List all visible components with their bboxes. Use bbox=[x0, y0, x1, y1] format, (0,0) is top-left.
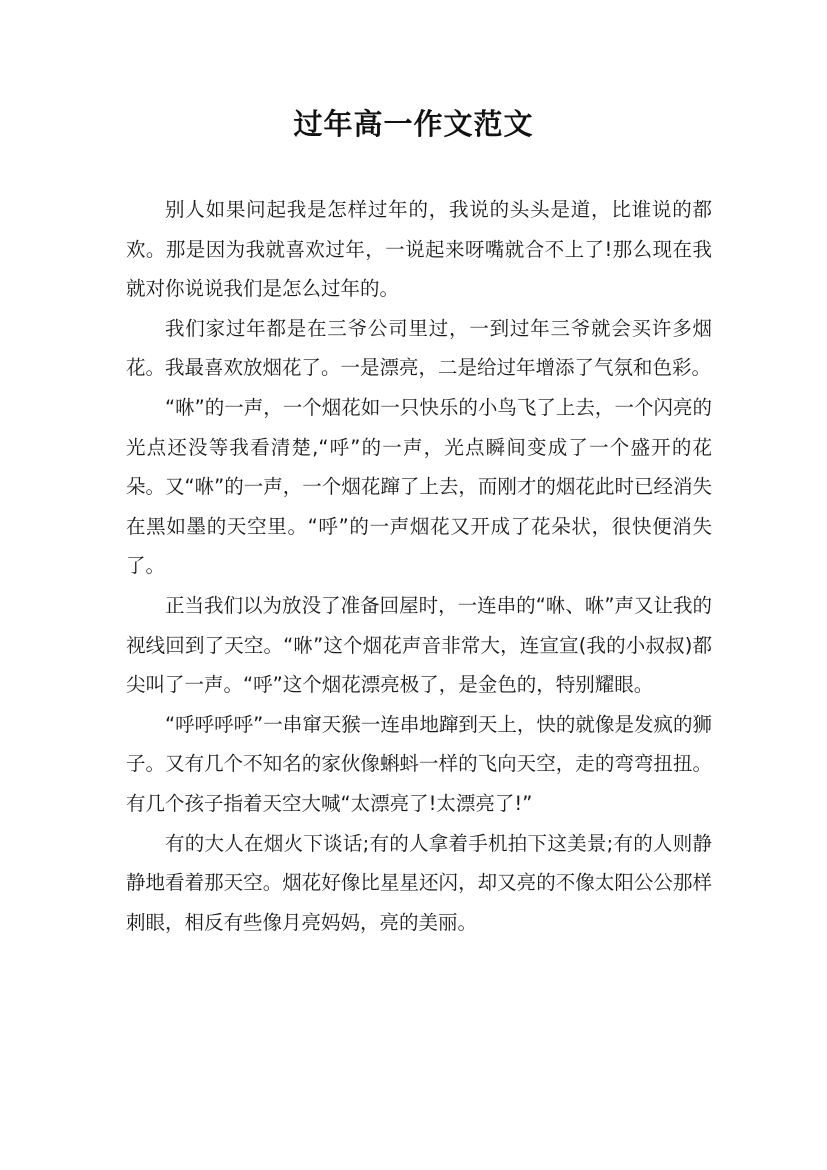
paragraph-1: 别人如果问起我是怎样过年的，我说的头头是道，比谁说的都欢。那是因为我就喜欢过年，一说起来呀嘴就合不上了!那么现在我就对你说说我们是怎么过年的。 bbox=[126, 198, 712, 301]
paragraph-6: 有的大人在烟火下谈话;有的人拿着手机拍下这美景;有的人则静静地看着那天空。烟花好像比星星还闪，却又亮的不像太阳公公那样刺眼，相反有些像月亮妈妈，亮的美丽。 bbox=[126, 831, 712, 934]
paragraph-5: “呼呼呼呼”一串窜天猴一连串地蹿到天上，快的就像是发疯的狮子。又有几个不知名的家伙像蝌蚪一样的飞向天空，走的弯弯扭扭。有几个孩子指着天空大喊“太漂亮了!太漂亮了!” bbox=[126, 712, 712, 815]
paragraph-3: “咻”的一声，一个烟花如一只快乐的小鸟飞了上去，一个闪亮的光点还没等我看清楚,“呼”的一声，光点瞬间变成了一个盛开的花朵。又“咻”的一声，一个烟花蹿了上去，而刚才的烟花此时已经消失在黑如墨的天空里。“呼”的一声烟花又开成了花朵状，很快便消失了。 bbox=[126, 395, 712, 578]
paragraph-4: 正当我们以为放没了准备回屋时，一连串的“咻、咻”声又让我的视线回到了天空。“咻”这个烟花声音非常大，连宣宣(我的小叔叔)都尖叫了一声。“呼”这个烟花漂亮极了，是金色的，特别耀眼。 bbox=[126, 593, 712, 697]
document-body bbox=[126, 190, 712, 942]
paragraph-2: 我们家过年都是在三爷公司里过，一到过年三爷就会买许多烟花。我最喜欢放烟花了。一是漂亮，二是给过年增添了气氛和色彩。 bbox=[126, 316, 712, 380]
document-title: 过年高一作文范文 bbox=[293, 107, 534, 141]
